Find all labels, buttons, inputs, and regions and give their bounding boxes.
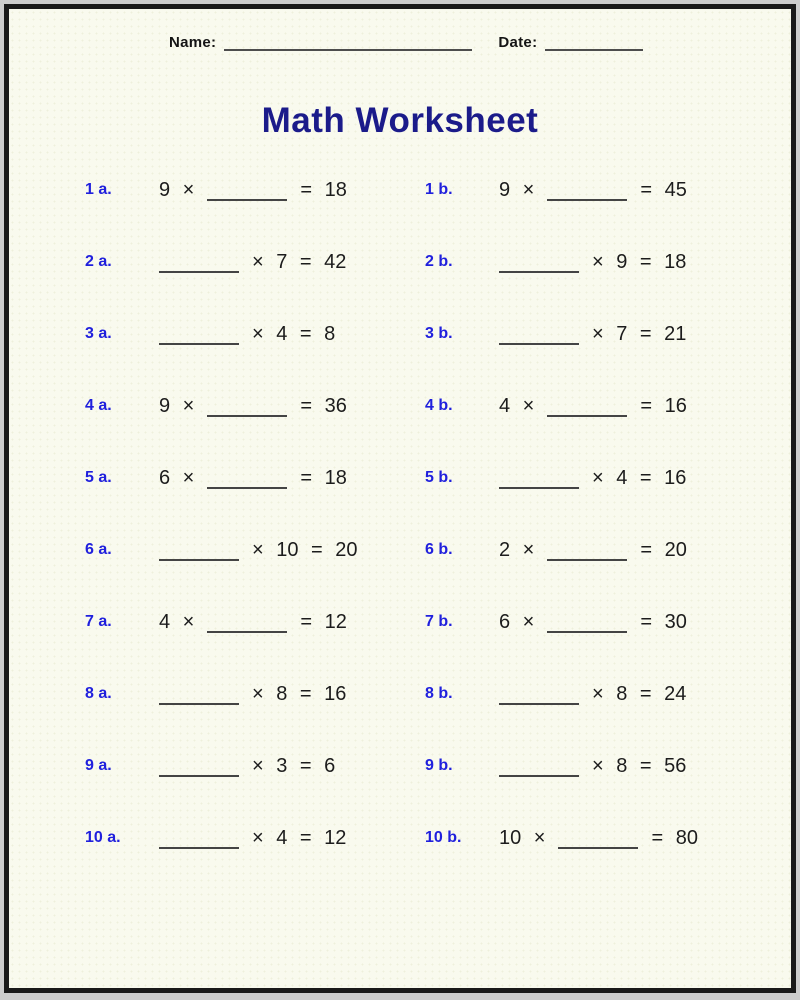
equation-result-text: = 16 bbox=[640, 394, 687, 417]
equation-result-text: × 9 = 18 bbox=[592, 250, 687, 273]
problem-7b bbox=[425, 586, 745, 658]
equation-result-text: × 7 = 21 bbox=[592, 322, 687, 345]
problem-label: 7 a. bbox=[85, 613, 112, 630]
answer-blank[interactable] bbox=[558, 827, 638, 849]
equation-result-text: = 45 bbox=[640, 178, 687, 201]
problem-row bbox=[9, 298, 791, 370]
problem-label: 6 b. bbox=[425, 541, 453, 558]
equation-result-text: × 8 = 56 bbox=[592, 754, 687, 777]
equation-result-text: × 3 = 6 bbox=[252, 754, 336, 777]
problem-3a bbox=[85, 298, 405, 370]
answer-blank[interactable] bbox=[159, 323, 239, 345]
answer-blank[interactable] bbox=[547, 395, 627, 417]
problem-label: 5 a. bbox=[85, 469, 112, 486]
worksheet-page bbox=[4, 4, 796, 993]
header bbox=[169, 33, 751, 51]
problem-10b bbox=[425, 802, 745, 874]
operand-text: 6 × bbox=[499, 610, 535, 633]
date-write-line[interactable] bbox=[545, 33, 643, 51]
operand-text: 9 × bbox=[499, 178, 535, 201]
problem-row bbox=[9, 154, 791, 226]
problem-label: 1 a. bbox=[85, 181, 112, 198]
problem-row bbox=[9, 658, 791, 730]
problem-4a bbox=[85, 370, 405, 442]
problem-row bbox=[9, 514, 791, 586]
problem-label: 8 b. bbox=[425, 685, 453, 702]
equation-result-text: = 12 bbox=[300, 610, 347, 633]
problem-row bbox=[9, 730, 791, 802]
problem-label: 3 a. bbox=[85, 325, 112, 342]
problem-9a bbox=[85, 730, 405, 802]
problem-label: 10 b. bbox=[425, 829, 462, 846]
problem-label: 7 b. bbox=[425, 613, 453, 630]
answer-blank[interactable] bbox=[207, 179, 287, 201]
equation-result-text: = 80 bbox=[651, 826, 698, 849]
operand-text: 10 × bbox=[499, 826, 546, 849]
problem-1a bbox=[85, 154, 405, 226]
equation-result-text: × 8 = 16 bbox=[252, 682, 347, 705]
answer-blank[interactable] bbox=[159, 755, 239, 777]
answer-blank[interactable] bbox=[499, 755, 579, 777]
name-label: Name: bbox=[169, 34, 217, 51]
operand-text: 9 × bbox=[159, 178, 195, 201]
equation-result-text: = 36 bbox=[300, 394, 347, 417]
answer-blank[interactable] bbox=[159, 683, 239, 705]
problem-label: 8 a. bbox=[85, 685, 112, 702]
operand-text: 4 × bbox=[499, 394, 535, 417]
problem-row bbox=[9, 370, 791, 442]
equation-result-text: × 10 = 20 bbox=[252, 538, 358, 561]
equation-result-text: × 8 = 24 bbox=[592, 682, 687, 705]
problem-4b bbox=[425, 370, 745, 442]
problem-row bbox=[9, 442, 791, 514]
problem-10a bbox=[85, 802, 405, 874]
answer-blank[interactable] bbox=[207, 467, 287, 489]
problem-label: 3 b. bbox=[425, 325, 453, 342]
problem-row bbox=[9, 226, 791, 298]
page-title: Math Worksheet bbox=[261, 101, 539, 140]
problem-3b bbox=[425, 298, 745, 370]
problem-1b bbox=[425, 154, 745, 226]
answer-blank[interactable] bbox=[499, 467, 579, 489]
equation-result-text: = 18 bbox=[300, 466, 347, 489]
answer-blank[interactable] bbox=[499, 683, 579, 705]
problem-label: 4 b. bbox=[425, 397, 453, 414]
equation-result-text: × 4 = 8 bbox=[252, 322, 336, 345]
problem-label: 1 b. bbox=[425, 181, 453, 198]
problem-label: 9 a. bbox=[85, 757, 112, 774]
problem-9b bbox=[425, 730, 745, 802]
problem-label: 2 b. bbox=[425, 253, 453, 270]
problem-label: 10 a. bbox=[85, 829, 121, 846]
problem-2b bbox=[425, 226, 745, 298]
name-write-line[interactable] bbox=[224, 33, 472, 51]
answer-blank[interactable] bbox=[207, 611, 287, 633]
problem-2a bbox=[85, 226, 405, 298]
equation-result-text: × 4 = 16 bbox=[592, 466, 687, 489]
answer-blank[interactable] bbox=[547, 611, 627, 633]
equation-result-text: × 7 = 42 bbox=[252, 250, 347, 273]
problem-5a bbox=[85, 442, 405, 514]
equation-result-text: × 4 = 12 bbox=[252, 826, 347, 849]
operand-text: 4 × bbox=[159, 610, 195, 633]
problem-label: 2 a. bbox=[85, 253, 112, 270]
answer-blank[interactable] bbox=[547, 539, 627, 561]
answer-blank[interactable] bbox=[159, 539, 239, 561]
answer-blank[interactable] bbox=[499, 251, 579, 273]
answer-blank[interactable] bbox=[159, 827, 239, 849]
operand-text: 2 × bbox=[499, 538, 535, 561]
equation-result-text: = 20 bbox=[640, 538, 687, 561]
operand-text: 6 × bbox=[159, 466, 195, 489]
problem-5b bbox=[425, 442, 745, 514]
answer-blank[interactable] bbox=[499, 323, 579, 345]
problem-label: 5 b. bbox=[425, 469, 453, 486]
equation-result-text: = 30 bbox=[640, 610, 687, 633]
problem-label: 6 a. bbox=[85, 541, 112, 558]
problem-label: 9 b. bbox=[425, 757, 453, 774]
operand-text: 9 × bbox=[159, 394, 195, 417]
problem-6a bbox=[85, 514, 405, 586]
problem-8b bbox=[425, 658, 745, 730]
answer-blank[interactable] bbox=[207, 395, 287, 417]
date-label: Date: bbox=[498, 34, 538, 51]
equation-result-text: = 18 bbox=[300, 178, 347, 201]
problems-grid bbox=[9, 154, 791, 874]
problem-label: 4 a. bbox=[85, 397, 112, 414]
problem-8a bbox=[85, 658, 405, 730]
answer-blank[interactable] bbox=[547, 179, 627, 201]
problem-7a bbox=[85, 586, 405, 658]
answer-blank[interactable] bbox=[159, 251, 239, 273]
problem-row bbox=[9, 586, 791, 658]
problem-6b bbox=[425, 514, 745, 586]
problem-row bbox=[9, 802, 791, 874]
